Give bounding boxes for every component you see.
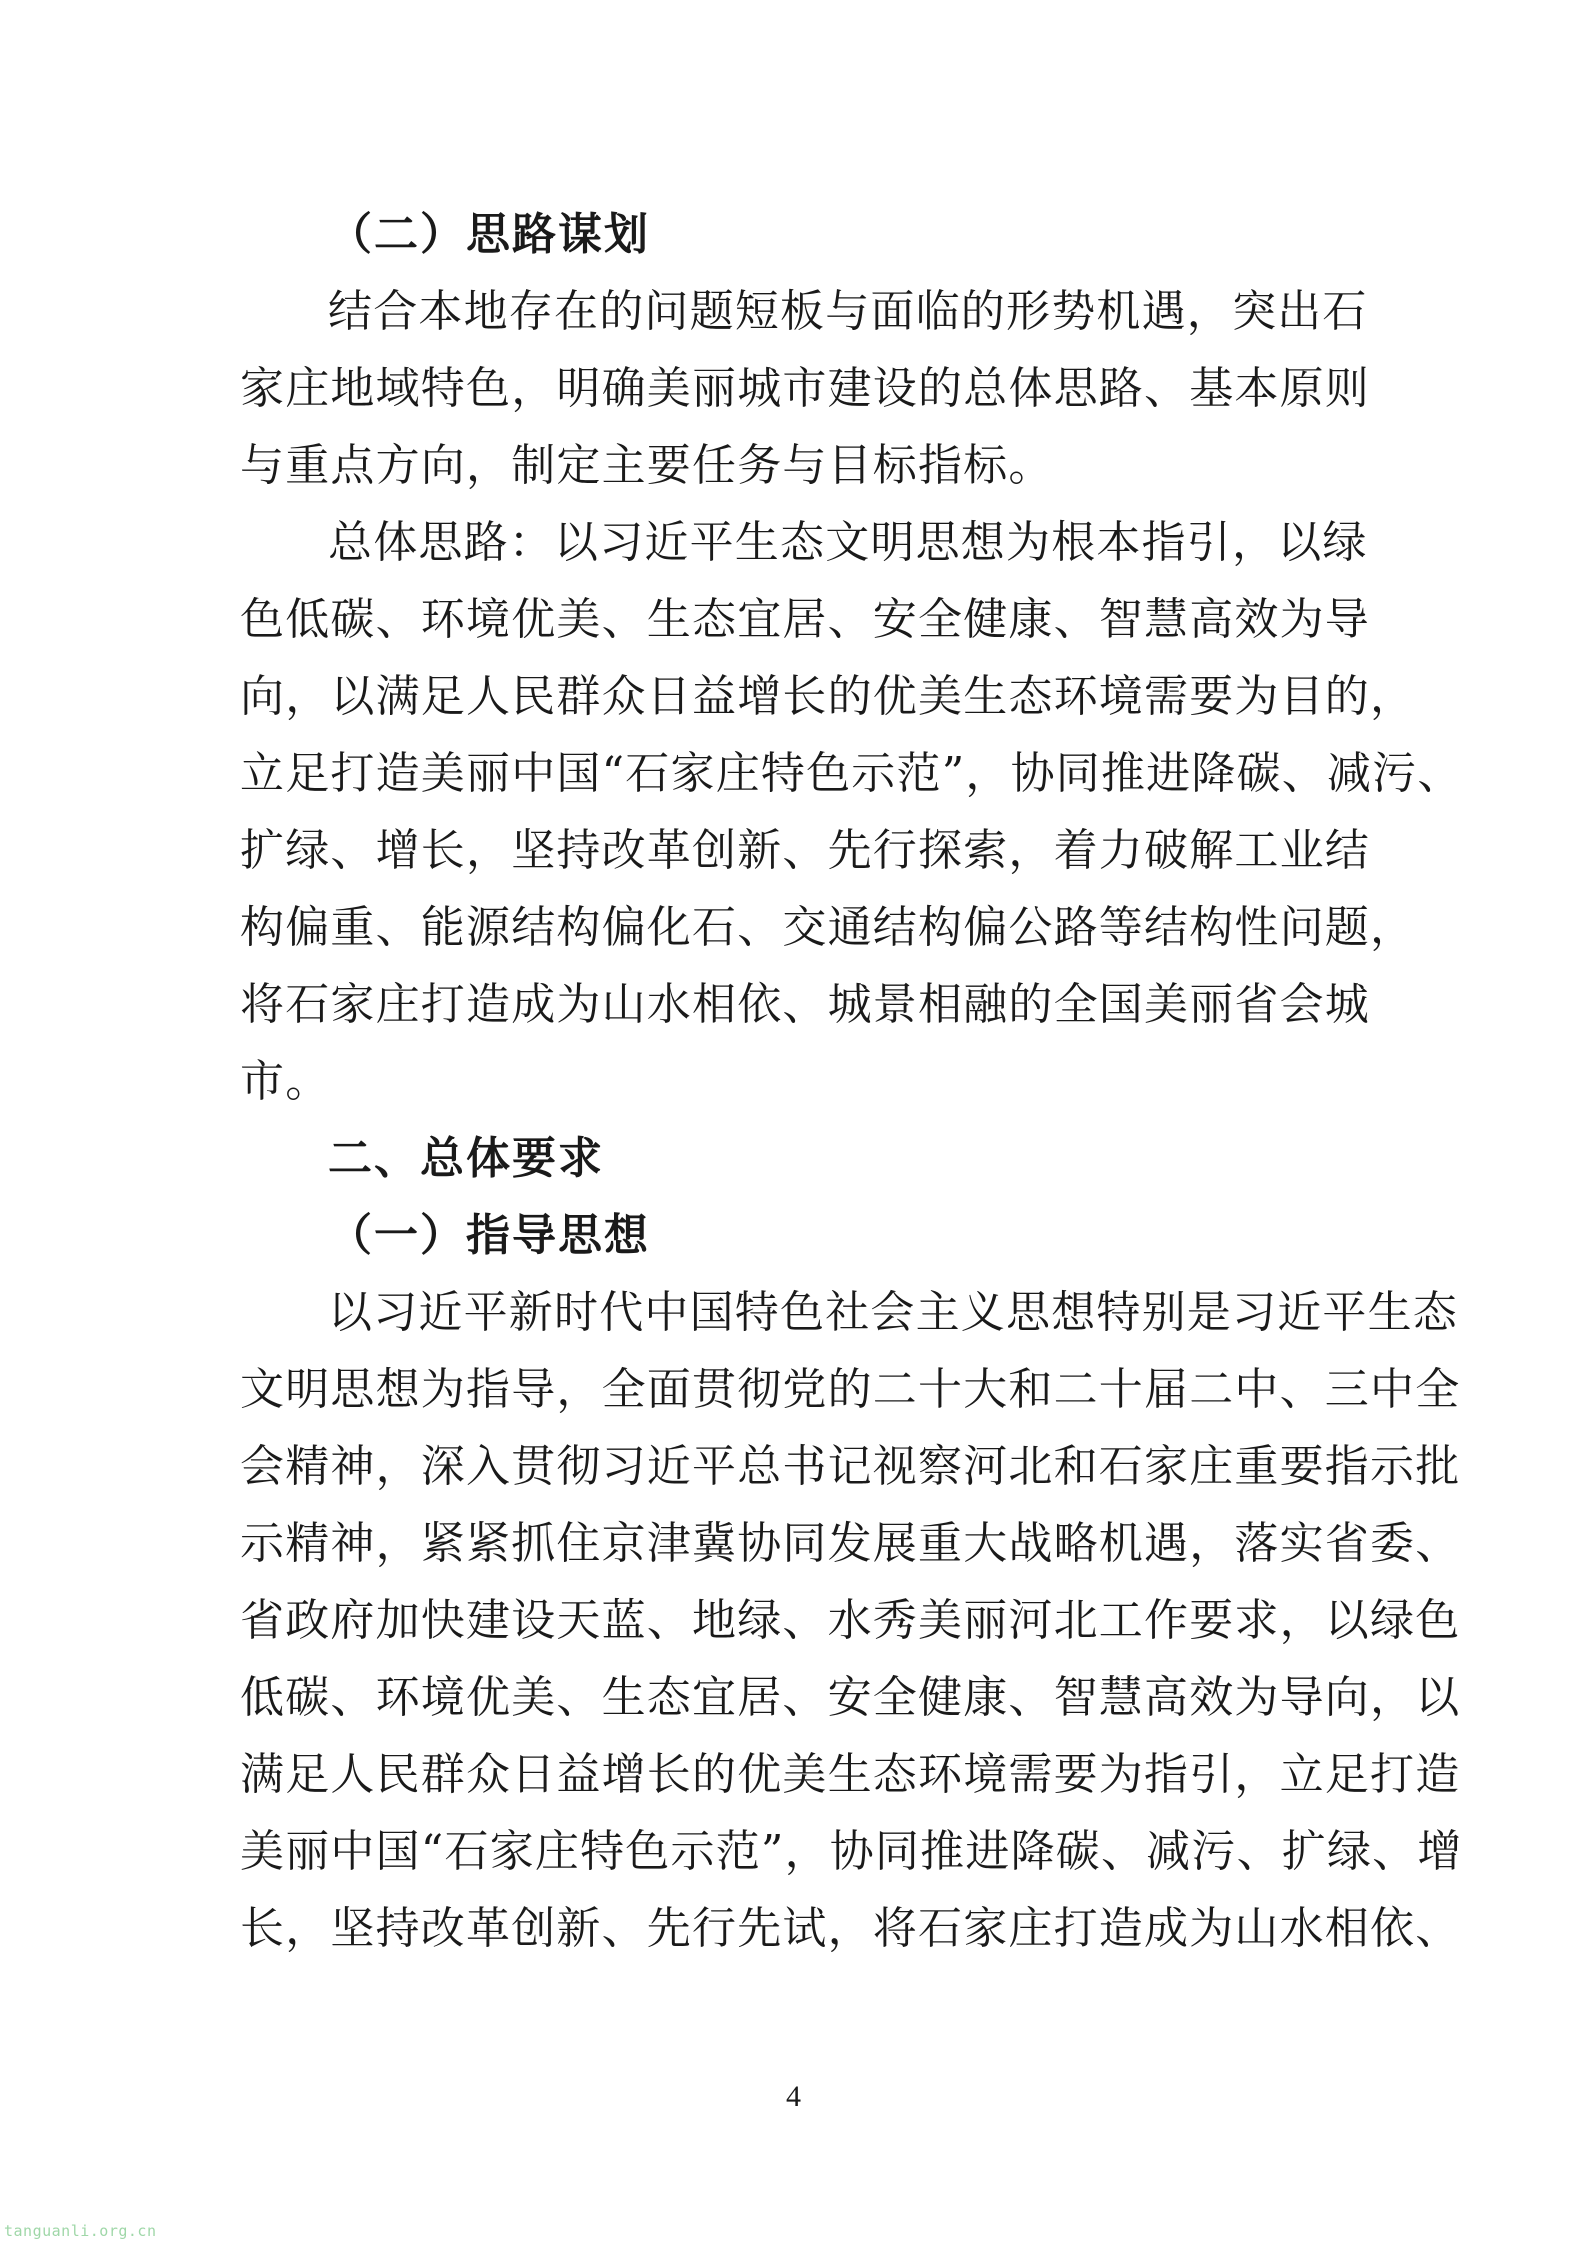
paragraph-line: 色低碳、环境优美、生态宜居、安全健康、智慧高效为导: [240, 594, 1370, 645]
document-body: [240, 196, 1463, 1967]
paragraph-line: 低碳、环境优美、生态宜居、安全健康、智慧高效为导向，以: [240, 1672, 1461, 1723]
chapter-heading-general-requirements: 二、总体要求: [328, 1133, 604, 1184]
paragraph-line: 满足人民群众日益增长的优美生态环境需要为指引，立足打造: [240, 1749, 1461, 1800]
paragraph-line: 长，坚持改革创新、先行先试，将石家庄打造成为山水相依、: [240, 1903, 1461, 1954]
paragraph-line: 与重点方向，制定主要任务与目标指标。: [240, 440, 1054, 491]
paragraph-line: 向，以满足人民群众日益增长的优美生态环境需要为目的，: [240, 671, 1416, 722]
paragraph-line: 会精神，深入贯彻习近平总书记视察河北和石家庄重要指示批: [240, 1441, 1461, 1492]
section-heading-guiding-ideology: （一）指导思想: [328, 1210, 650, 1261]
paragraph-overall-thinking: [240, 504, 1463, 1120]
paragraph-line: 构偏重、能源结构偏化石、交通结构偏公路等结构性问题，: [240, 902, 1416, 953]
paragraph-line: 立足打造美丽中国“石家庄特色示范”，协同推进降碳、减污、: [240, 748, 1463, 799]
paragraph-guiding-ideology: [240, 1274, 1463, 1967]
page-number: 4: [786, 2080, 801, 2113]
section-heading-thinking-plan: （二）思路谋划: [328, 209, 650, 260]
paragraph-line: 示精神，紧紧抓住京津冀协同发展重大战略机遇，落实省委、: [240, 1518, 1461, 1569]
paragraph-line: 文明思想为指导，全面贯彻党的二十大和二十届二中、三中全: [240, 1364, 1461, 1415]
paragraph-line: 以习近平新时代中国特色社会主义思想特别是习近平生态: [328, 1287, 1458, 1338]
paragraph-line: 省政府加快建设天蓝、地绿、水秀美丽河北工作要求，以绿色: [240, 1595, 1461, 1646]
paragraph-line: 结合本地存在的问题短板与面临的形势机遇，突出石: [328, 286, 1368, 337]
paragraph-line: 将石家庄打造成为山水相依、城景相融的全国美丽省会城: [240, 979, 1370, 1030]
site-watermark: tanguanli.org.cn: [4, 2222, 157, 2240]
paragraph-line: 扩绿、增长，坚持改革创新、先行探索，着力破解工业结: [240, 825, 1370, 876]
paragraph-line: 总体思路：以习近平生态文明思想为根本指引，以绿: [328, 517, 1368, 568]
paragraph-line: 市。: [240, 1056, 331, 1107]
paragraph-intro: [240, 273, 1370, 504]
paragraph-line: 美丽中国“石家庄特色示范”，协同推进降碳、减污、扩绿、增: [240, 1826, 1463, 1877]
paragraph-line: 家庄地域特色，明确美丽城市建设的总体思路、基本原则: [240, 363, 1370, 414]
